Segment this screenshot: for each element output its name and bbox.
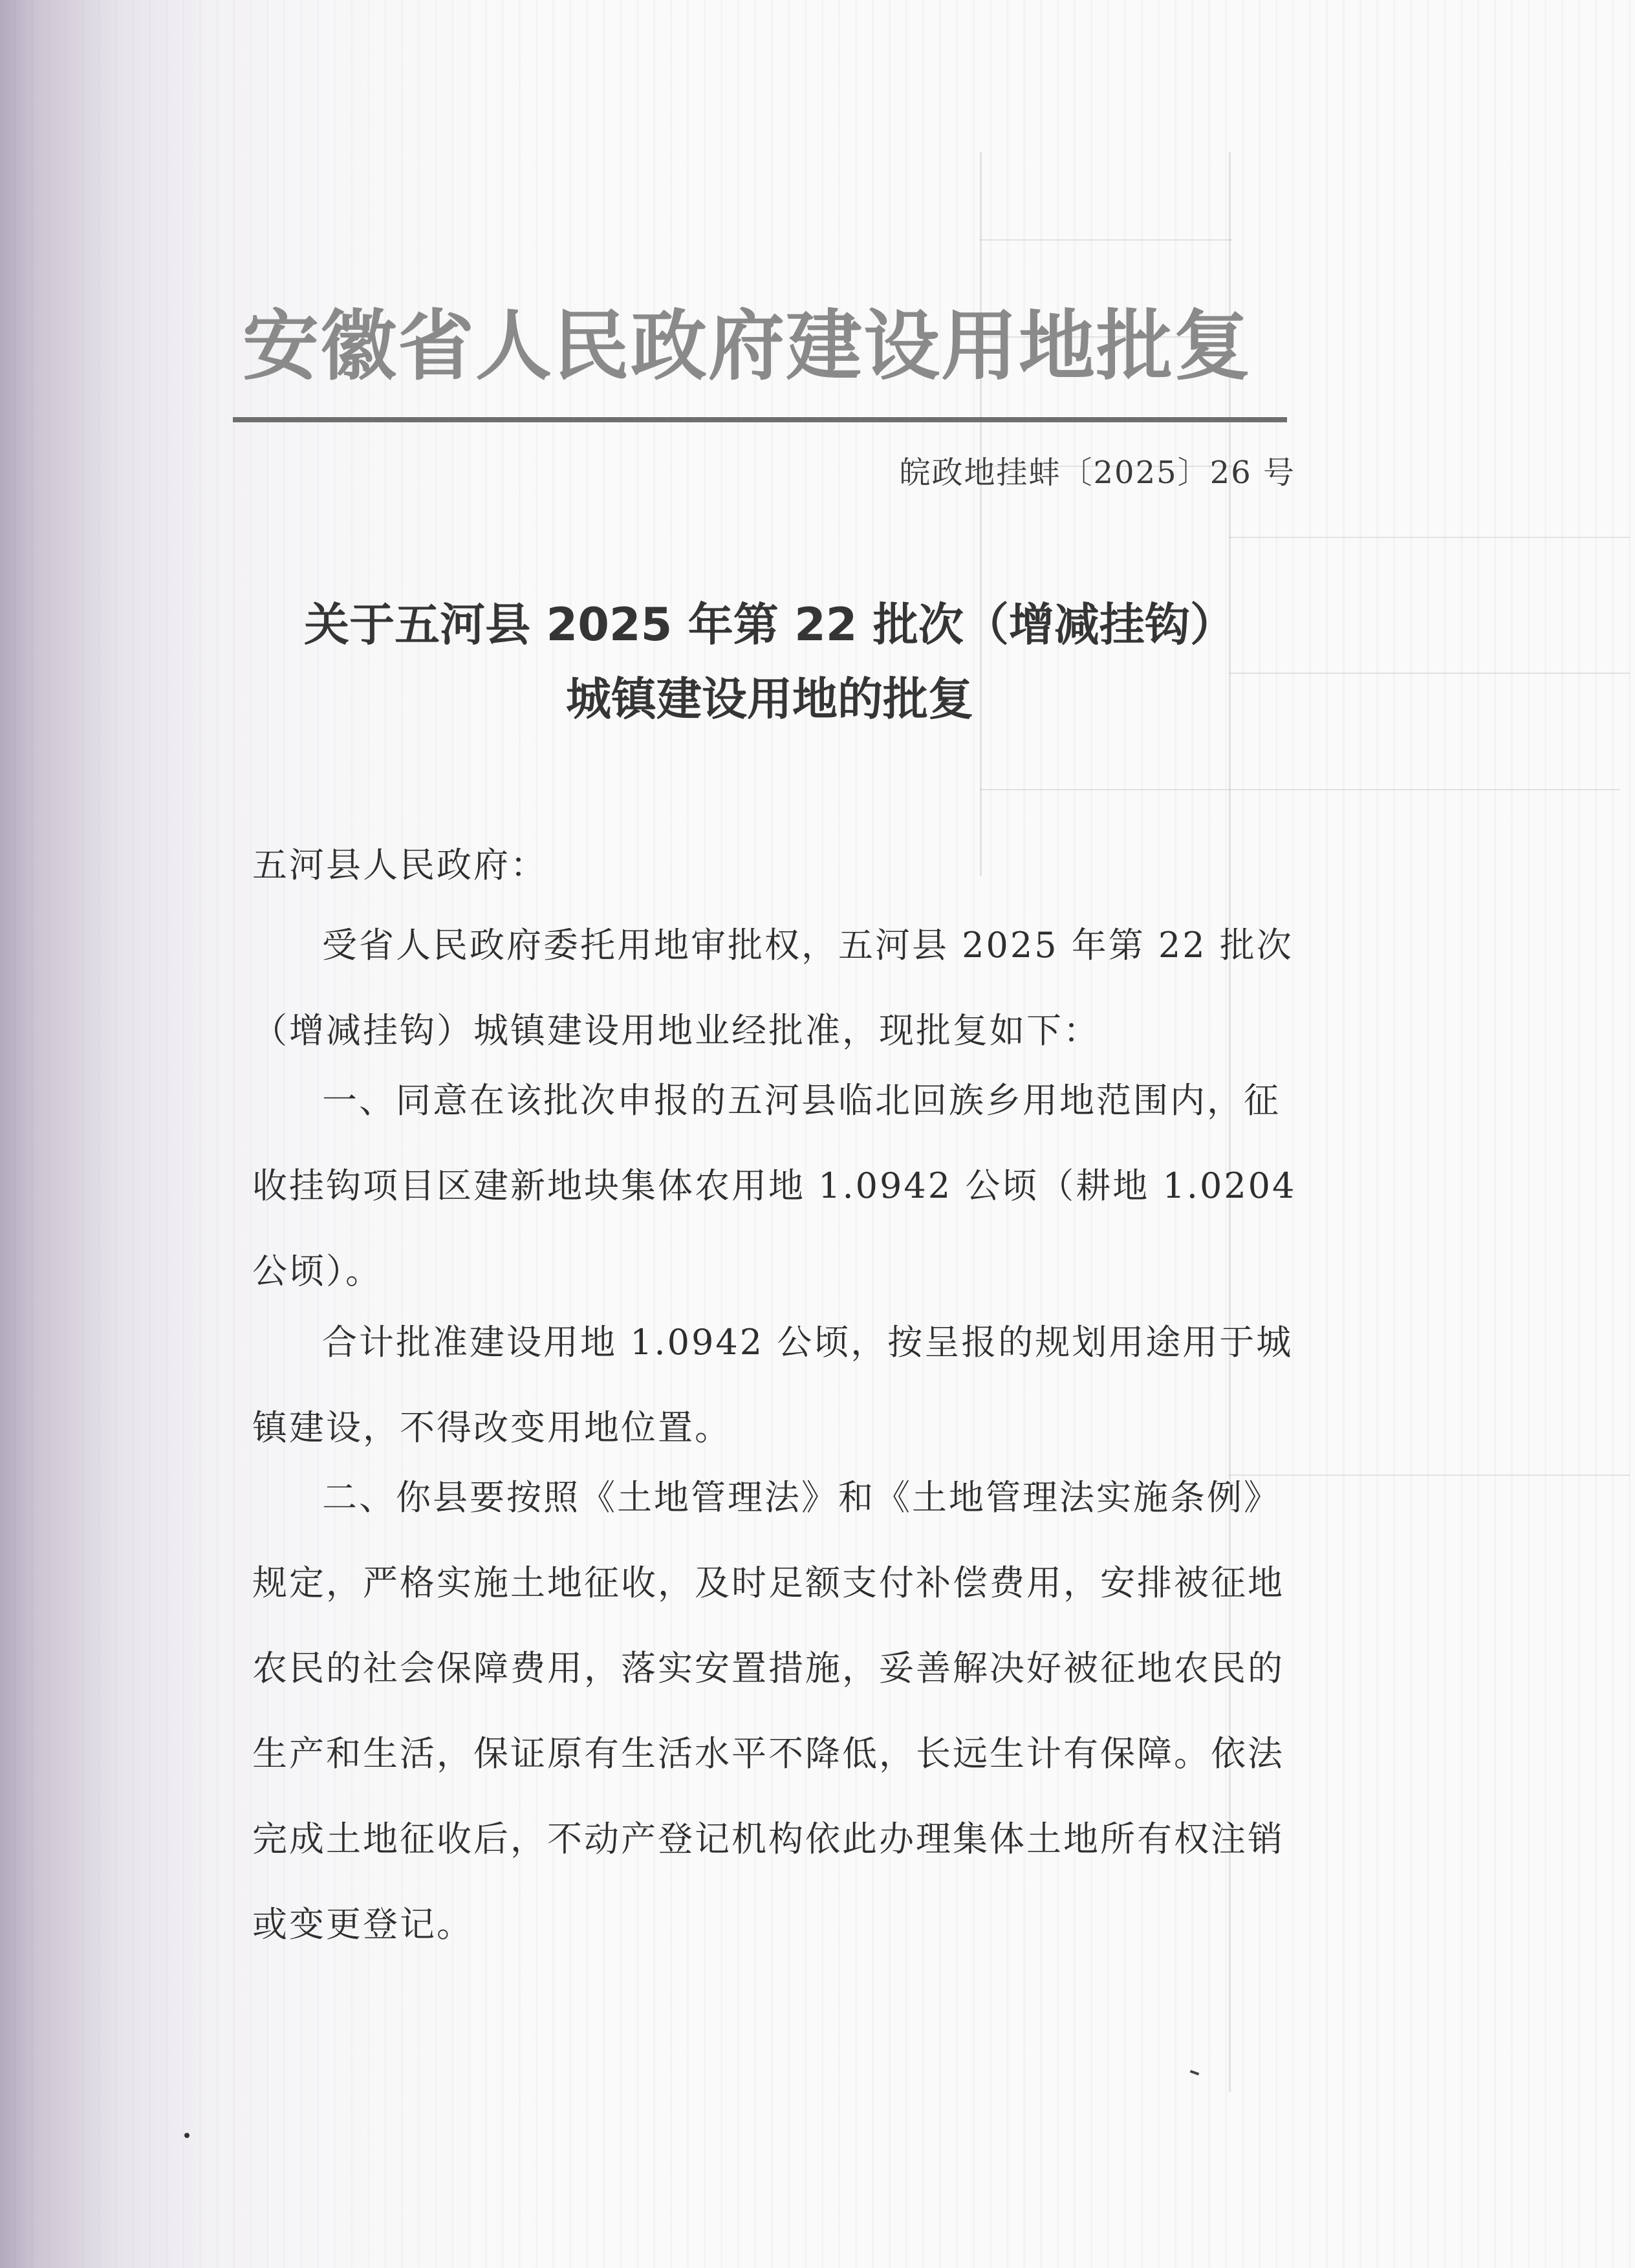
body-paragraph: [252, 1058, 1300, 1314]
addressee: 五河县人民政府：: [252, 845, 547, 885]
paragraph-text: 二、你县要按照《土地管理法》和《土地管理法实施条例》规定，严格实施土地征收，及时足额支付补偿费用，安排被征地农民的社会保障费用，落实安置措施，妥善解决好被征地农民的生产和生活，保证原有生活水平不降低，长远生计有保障。依法完成土地征收后，不动产登记机构依此办理集体土地所有权注销或变更登记。: [252, 1477, 1284, 1945]
paragraph-text: 一、同意在该批次申报的五河县临北回族乡用地范围内，征收挂钩项目区建新地块集体农用地 1.0942 公顷（耕地 1.0204 公顷）。: [252, 1080, 1297, 1291]
scan-mark: [1190, 2070, 1200, 2076]
bleed-through-line: [980, 239, 1232, 241]
document-title-line-2: 城镇建设用地的批复: [566, 673, 973, 726]
document-number: 皖政地挂蚌〔2025〕26 号: [899, 455, 1295, 491]
letterhead-title: 安徽省人民政府建设用地批复: [243, 301, 1252, 391]
paragraph-text: 合计批准建设用地 1.0942 公顷，按呈报的规划用途用于城镇建设，不得改变用地位置。: [252, 1322, 1294, 1448]
body-paragraph: [252, 1455, 1300, 1967]
bleed-through-line: [980, 789, 1620, 790]
bleed-through-line: [980, 152, 982, 876]
body-paragraph: [252, 1300, 1300, 1471]
body-paragraph: [252, 903, 1300, 1074]
paragraph-text: 受省人民政府委托用地审批权，五河县 2025 年第 22 批次（增减挂钩）城镇建设用地业经批准，现批复如下：: [252, 925, 1294, 1051]
document-title-line-1: 关于五河县 2025 年第 22 批次（增减挂钩）: [304, 598, 1235, 651]
letterhead-rule: [233, 417, 1287, 422]
scan-speck: [184, 2133, 189, 2138]
bleed-through-line: [1229, 537, 1630, 538]
